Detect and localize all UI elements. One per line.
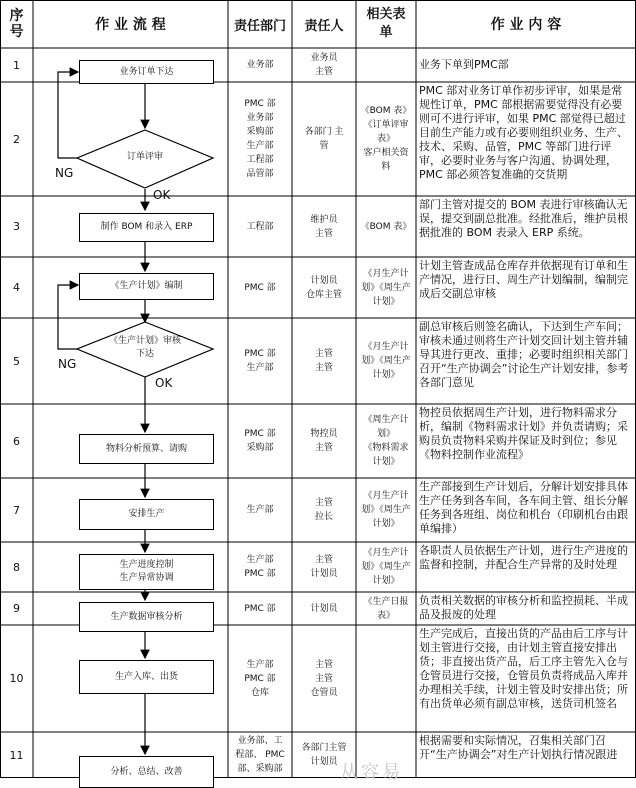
row-dept: 生产部 (246, 505, 274, 515)
row-person: 主管 计划员 (310, 555, 338, 579)
row-forms: 《月生产计 划》《周生产 计划》 (361, 491, 411, 529)
row-dept: 生产部 PMC 部 仓库 (244, 659, 276, 698)
row-dept: PMC 部 业务部 采购部 生产部 工程部 品管部 (244, 99, 276, 179)
row-person: 主管 主管 (314, 349, 333, 373)
row-dept: PMC 部 生产部 (244, 349, 276, 373)
row-dept: PMC 部 采购部 (244, 429, 276, 453)
row-forms: 《月生产计 划》《周生产 计划》 (361, 268, 411, 307)
ng-loop-2 (58, 285, 78, 349)
row-person: 各部门 主 管 (304, 127, 344, 151)
row-dept: 业务部 (246, 60, 274, 70)
flow-step-progress: 生产进度控制 生产异常协调 (79, 554, 214, 590)
header-person: 责任人 (304, 18, 344, 34)
header-dept: 责任部门 (233, 18, 286, 34)
ok-label-2: OK (155, 376, 173, 390)
row-seq: 3 (13, 220, 20, 233)
flow-step-plan: 《生产计划》编制 (79, 273, 214, 300)
row-content: 部门主管对提交的 BOM 表进行审核确认无误，提交到副总批准。经批准后，维护员根据批准的 BOM 表录入 ERP 系统。 (419, 198, 628, 239)
row-content: 计划主管查成品仓库存并依据现有订单和生产情况，进行日、周生产计划编制，编制完成后交副总审核 (419, 259, 628, 300)
row-content: 根据需要和实际情况，召集相关部门召开“生产协调会”对生产计划执行情况跟进 (419, 734, 618, 761)
row-seq: 8 (13, 560, 20, 574)
row-person: 主管 主管 仓管员 (310, 659, 338, 698)
row-forms: 《BOM 表》 《订单评审 表》 客户相关资 料 (360, 106, 412, 172)
ok-label-1: OK (153, 188, 171, 202)
row-dept: PMC 部 (244, 282, 276, 293)
row-person: 业务员 主管 (310, 53, 338, 77)
row-dept: PMC 部 (244, 603, 276, 614)
row-seq: 4 (13, 281, 20, 294)
flow-step-improve: 分析、总结、改善 (79, 756, 214, 788)
row-content: 生产完成后，直接出货的产品由后工序与计划主管进行交接，由计划主管直接安排出货；非直接出货产品，后工序主管先入仓与仓管员进行交接，仓管员负责将成品入库并办理相关手续，计划主管及时安排出货；所有出货单必须有副总审核，送货司机签名 (419, 627, 628, 710)
flow-step-production: 安排生产 (79, 499, 214, 530)
row-dept: 生产部 PMC 部 (244, 555, 276, 579)
flow-step-material: 物料分析预算、请购 (79, 434, 214, 464)
row-content: PMC 部对业务订单作初步评审，如果是常规性订单，PMC 部根据需要觉得没有必要则可不进行评审，如果 PMC 部觉得已超过目前生产能力或有必要则组织业务、生产、技术、采购、品管，PMC 等部门进行评审，必要时业务与客户沟通、协调处理，PMC 部必须答复准确的交货期 (419, 84, 628, 181)
row-content: 负责相关数据的审核分析和监控损耗、半成品及报废的处理 (419, 594, 628, 621)
row-person: 维护员 主管 (310, 214, 338, 239)
header-forms: 相关表 单 (366, 7, 406, 40)
row-seq: 2 (13, 132, 20, 146)
row-dept: 工程部 (246, 221, 274, 232)
row-seq: 1 (13, 58, 20, 72)
ng-label-1: NG (55, 166, 74, 180)
header-flow: 作 业 流 程 (95, 17, 166, 33)
row-seq: 7 (13, 503, 20, 517)
row-person: 各部门主管 计划员 (301, 743, 347, 767)
row-forms: 《月生产计 划》《周生产 计划》 (361, 342, 411, 380)
row-person: 计划员 (310, 603, 338, 614)
row-forms: 《月生产计 划》《周生产 计划》 (361, 548, 411, 586)
row-seq: 6 (13, 434, 20, 448)
flow-step-order: 业务订单下达 (79, 60, 214, 84)
row-person: 主管 拉长 (314, 498, 333, 522)
flow-step-plan-approval: 《生产计划》审核 下达 (108, 336, 181, 359)
row-dept: 业务部、工 程部、 PMC 部、采购部 (235, 736, 285, 774)
header-content: 作 业 内 容 (490, 17, 562, 33)
row-seq: 11 (9, 748, 24, 762)
header-seq: 序 号 (9, 8, 24, 40)
row-person: 计划员 仓库主管 (305, 275, 342, 300)
row-content: 业务下单到PMC部 (419, 58, 509, 71)
row-forms: 《周生产计 划》 《物料需求 计划》 (363, 415, 409, 467)
row-content: 物控员依据周生产计划，进行物料需求分析，编制《物料需求计划》并负责请购；采购员负责物料采购并保证及时到位；参见《物料控制作业流程》 (419, 406, 628, 461)
row-forms: 《BOM 表》 (360, 221, 412, 232)
row-seq: 10 (9, 672, 24, 685)
flow-step-warehouse: 生产入库、出货 (79, 660, 214, 694)
row-seq: 9 (13, 602, 20, 615)
row-forms: 《生产日报 表》 (363, 596, 409, 621)
row-content: 各职责人员依据生产计划，进行生产进度的监督和控制，并配合生产异常的及时处理 (419, 544, 628, 571)
watermark-text: 从容易 (340, 762, 403, 783)
ng-label-2: NG (58, 357, 77, 371)
flow-step-data-analysis: 生产数据审核分析 (79, 602, 214, 632)
row-seq: 5 (13, 354, 20, 368)
row-content: 副总审核后则签名确认，下达到生产车间；审核未通过则将生产计划交回计划主管并辅导其进行更改、重排；必要时组织相关部门召开“生产协调会”讨论生产计划安排，参考各部门意见 (419, 320, 629, 389)
row-content: 生产部接到生产计划后，分解计划安排具体生产任务到各车间，各车间主管、组长分解任务到各班组、岗位和机台（印刷机台由跟单编排） (419, 480, 628, 535)
ng-loop-1 (58, 72, 78, 158)
flow-step-review: 订单评审 (126, 152, 163, 162)
row-person: 物控员 主管 (310, 429, 338, 453)
flow-step-bom: 制作 BOM 和录入 ERP (79, 213, 214, 242)
